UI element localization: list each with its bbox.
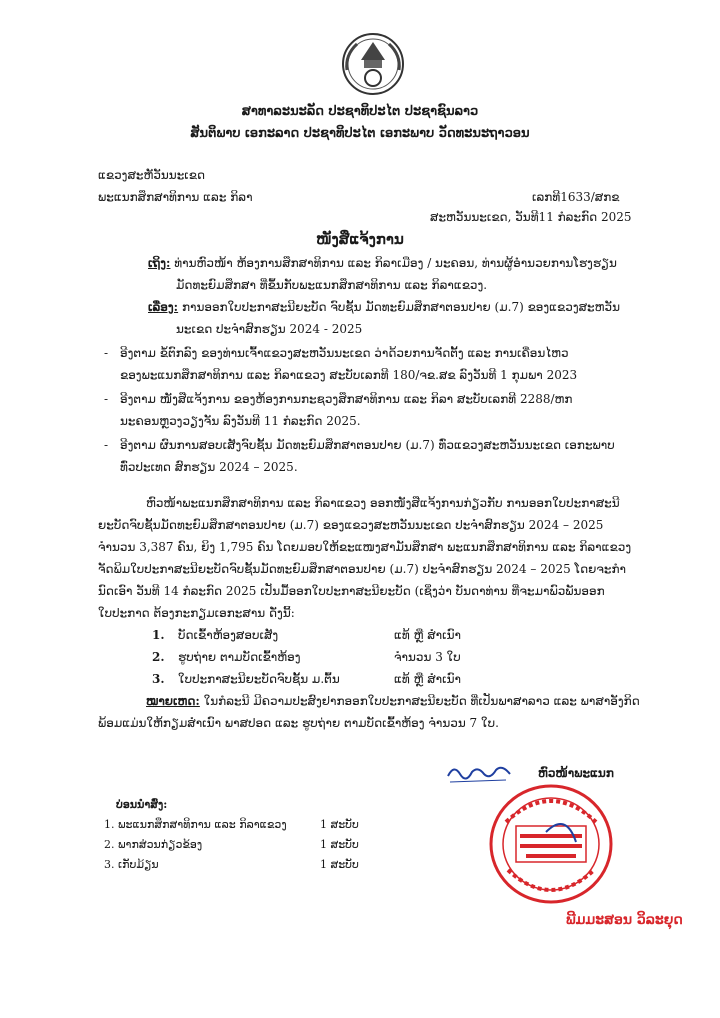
distribution-qty-3: 1 ສະບັບ (320, 858, 359, 871)
body-line3: ຈຳນວນ 3,387 ຄົນ, ຍິງ 1,795 ຄົນ ໂດຍມອບໃຫ້ຂະແໜງສາມັນສຶກສາ ພະແນກສຶກສາທິການ ແລະ ກິລາແຂວງ (98, 540, 632, 554)
recipient-text-1: ທ່ານຫົວໜ້າ ຫ້ອງການສຶກສາທິການ ແລະ ກິລາເມືອງ / ນະຄອນ, ທ່ານຜູ້ອຳນວຍການໂຮງຮຽນ (174, 256, 617, 270)
document-item-2: ຮູບຖ່າຍ ຕາມບັດເຂົ້າຫ້ອງ (178, 650, 301, 664)
reference-3-line2: ທົ່ວປະເທດ ສົກຮຽນ 2024 – 2025. (120, 460, 298, 474)
signer-title: ຫົວໜ້າພະແນກ (538, 766, 614, 780)
subject-label: ເລື່ອງ: (148, 300, 179, 314)
note-text-2: ພ້ອມແມ່ນໃຫ້ກຽມສຳເນົາ ພາສປອດ ແລະ ຮູບຖ່າຍ ຕາມບັດເຂົ້າຫ້ອງ ຈຳນວນ 7 ໃບ. (98, 716, 499, 730)
recipient-line1 (148, 256, 617, 270)
document-qty-1: ແທ້ ຫຼື ສຳເນົາ (394, 628, 461, 642)
reference-1-line1: ອີງຕາມ ຂໍ້ຕົກລົງ ຂອງທ່ານເຈົ້າແຂວງສະຫວັນນະເຂດ ວ່າດ້ວຍການຈັດຕັ້ງ ແລະ ການເຄື່ອນໄຫວ (120, 346, 569, 360)
reference-1-line2: ຂອງພະແນກສຶກສາທິການ ແລະ ກິລາແຂວງ ສະບັບເລກທີ 180/ຈຂ.ສຂ ລົງວັນທີ 1 ກຸມພາ 2023 (120, 368, 578, 382)
note-label: ໝາຍເຫດ: (146, 694, 200, 708)
national-header-line1: ສາທາລະນະລັດ ປະຊາທິປະໄຕ ປະຊາຊົນລາວ (241, 104, 479, 119)
distribution-item-3: 3. ເກັບມ້ຽນ (104, 858, 159, 871)
official-stamp (486, 782, 616, 907)
body-line4: ຈັດພິມໃບປະກາສະນີຍະບັດຈົບຊັ້ນມັດທະຍົມສຶກສາຕອນປາຍ (ມ.7) ປະຈຳສົກຮຽນ 2024 – 2025 ໂດຍຈະກຳ (98, 562, 626, 576)
document-qty-2: ຈຳນວນ 3 ໃບ (394, 650, 461, 664)
sender-province: ແຂວງສະຫັວັນນະເຂດ (98, 168, 206, 182)
document-item-3: ໃບປະກາສະນີຍະບັດຈົບຊັ້ນ ມ.ຕົ້ນ (178, 672, 340, 686)
distribution-item-1: 1. ພະແນກສຶກສາທິການ ແລະ ກິລາແຂວງ (104, 818, 287, 831)
note-line1 (146, 694, 640, 708)
signer-name: ພີມມະສອນ ວິລະຍຸດ (566, 912, 683, 928)
body-line1: ຫົວໜ້າພະແນກສຶກສາທິການ ແລະ ກິລາແຂວງ ອອກໜັງສືແຈ້ງການກ່ຽວກັບ ການອອກໃບປະກາສະນີ (146, 496, 620, 510)
reference-number: ເລກທີ1633/ສກຂ (532, 190, 620, 204)
sender-department: ພະແນກສຶກສາທິການ ແລະ ກິລາ (98, 190, 253, 204)
reference-2-line2: ນະຄອນຫຼວງວຽງຈັນ ລົງວັນທີ 11 ກໍລະກົດ 2025. (120, 414, 361, 428)
subject-text-2: ນະເຂດ ປະຈຳສົກຮຽນ 2024 - 2025 (176, 322, 363, 336)
national-emblem-icon (337, 30, 409, 96)
note-text-1: ໃນກໍລະນີ ມີຄວາມປະສົງຢາກອອກໃບປະກາສະນີຍະບັດ ທີ່ເປັນພາສາລາວ ແລະ ພາສາອັງກິດ (203, 694, 640, 708)
document-number-2: 2. (152, 650, 165, 664)
reference-bullet-1: - (104, 346, 109, 360)
reference-2-line1: ອີງຕາມ ໜັງສືແຈ້ງການ ຂອງຫ້ອງການກະຊວງສຶກສາທິການ ແລະ ກິລາ ສະບັບເລກທີ 2288/ຫກ (120, 392, 573, 406)
reference-bullet-3: - (104, 438, 109, 452)
distribution-qty-1: 1 ສະບັບ (320, 818, 359, 831)
document-item-1: ບັດເຂົ້າຫ້ອງສອບເສັງ (178, 628, 279, 642)
distribution-label: ບ່ອນນຳສົ່ງ: (116, 798, 168, 811)
place-date: ສະຫວັນນະເຂດ, ວັນທີ11 ກໍລະກົດ 2025 (430, 210, 632, 224)
reference-bullet-2: - (104, 392, 109, 406)
page-title: ໜັງສືແຈ້ງການ (316, 230, 404, 248)
reference-3-line1: ອີງຕາມ ຜົນການສອບເສັງຈົບຊັ້ນ ມັດທະຍົມສຶກສາຕອນປາຍ (ມ.7) ທົ່ວແຂວງສະຫວັນນະເຂດ ເອກະພາບ (120, 438, 615, 452)
distribution-qty-2: 1 ສະບັບ (320, 838, 359, 851)
document-number-3: 3. (152, 672, 165, 686)
body-line5: ນົດເອົາ ວັນທີ 14 ກໍລະກົດ 2025 ເປັນມື້ອອກໃບປະກາສະນີຍະບັດ (ເຊິ່ງວ່າ ບັນດາທ່ານ ທີ່ຈະມາພົວພັນອອກ (98, 584, 605, 598)
recipient-text-2: ມັດທະຍົມສຶກສາ ທີ່ຂຶ້ນກັບພະແນກສຶກສາທິການ ແລະ ກິລາແຂວງ. (176, 278, 488, 292)
body-line6: ໃບປະກາດ ຕ້ອງກະກຽມເອກະສານ ດັ່ງນີ້: (98, 606, 295, 620)
national-motto: ສັນຕິພາບ ເອກະລາດ ປະຊາທິປະໄຕ ເອກະພາບ ວັດທະນະຖາວອນ (190, 126, 530, 141)
subject-text-1: ການອອກໃບປະກາສະນີຍະບັດ ຈົບຊັ້ນ ມັດທະຍົມສຶກສາຕອນປາຍ (ມ.7) ຂອງແຂວງສະຫວັນ (181, 300, 620, 314)
document-number-1: 1. (152, 628, 165, 642)
subject-line1 (148, 300, 620, 314)
document-qty-3: ແທ້ ຫຼື ສຳເນົາ (394, 672, 461, 686)
recipient-label: ເຖິງ: (148, 256, 171, 270)
body-line2: ຍະບັດຈົບຊັ້ນມັດທະຍົມສຶກສາຕອນປາຍ (ມ.7) ຂອງແຂວງສະຫວັນນະເຂດ ປະຈຳສົກຮຽນ 2024 – 2025 (98, 518, 604, 532)
distribution-item-2: 2. ພາກສ່ວນກ່ຽວຂ້ອງ (104, 838, 203, 851)
